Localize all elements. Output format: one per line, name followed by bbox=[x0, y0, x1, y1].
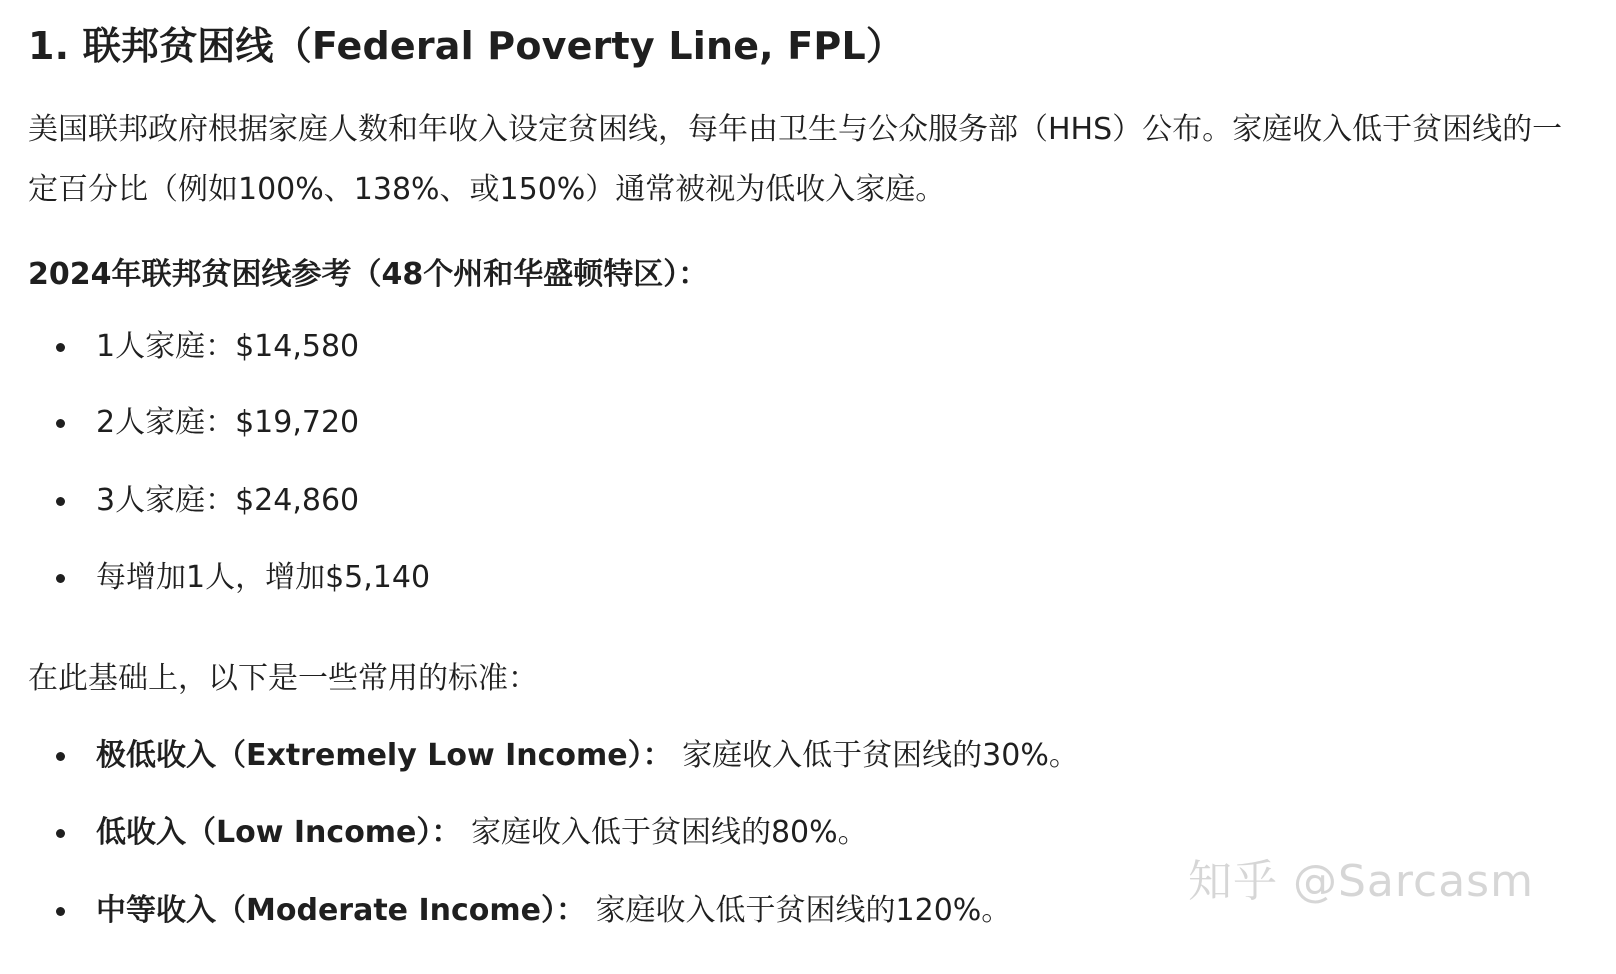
standard-desc: 家庭收入低于贫困线的120%。 bbox=[595, 893, 1012, 928]
section-heading: 1. 联邦贫困线（Federal Poverty Line, FPL） bbox=[28, 24, 905, 68]
standard-label: 低收入（Low Income）： bbox=[96, 815, 462, 850]
bullet-icon bbox=[56, 419, 65, 428]
list-item-text: 2人家庭：$19,720 bbox=[96, 405, 360, 440]
standard-desc: 家庭收入低于贫困线的30%。 bbox=[682, 738, 1079, 773]
list-item-text: 3人家庭：$24,860 bbox=[96, 483, 360, 518]
bullet-icon bbox=[56, 907, 65, 916]
bullet-icon bbox=[56, 343, 65, 352]
fpl-2024-title: 2024年联邦贫困线参考（48个州和华盛顿特区）： bbox=[28, 257, 709, 292]
list-item-text: 1人家庭：$14,580 bbox=[96, 329, 360, 364]
intro-paragraph: 美国联邦政府根据家庭人数和年收入设定贫困线，每年由卫生与公众服务部（HHS）公布。家庭收入低于贫困线的一定百分比（例如100%、138%、或150%）通常被视为低收入家庭。 bbox=[28, 112, 1563, 207]
standards-intro: 在此基础上，以下是一些常用的标准： bbox=[28, 661, 538, 696]
bullet-icon bbox=[56, 497, 65, 506]
list-item-text bbox=[96, 733, 1079, 779]
standard-desc: 家庭收入低于贫困线的80%。 bbox=[470, 815, 868, 850]
standard-label: 极低收入（Extremely Low Income）： bbox=[96, 738, 673, 773]
bullet-icon bbox=[56, 829, 65, 838]
watermark: 知乎 @Sarcasm bbox=[1188, 856, 1534, 907]
list-item-text bbox=[96, 888, 1011, 934]
list-item-text bbox=[96, 810, 868, 856]
bullet-icon bbox=[56, 752, 65, 761]
list-item-text: 每增加1人，增加$5,140 bbox=[96, 560, 431, 595]
standard-label: 中等收入（Moderate Income）： bbox=[96, 893, 586, 928]
bullet-icon bbox=[56, 574, 65, 583]
